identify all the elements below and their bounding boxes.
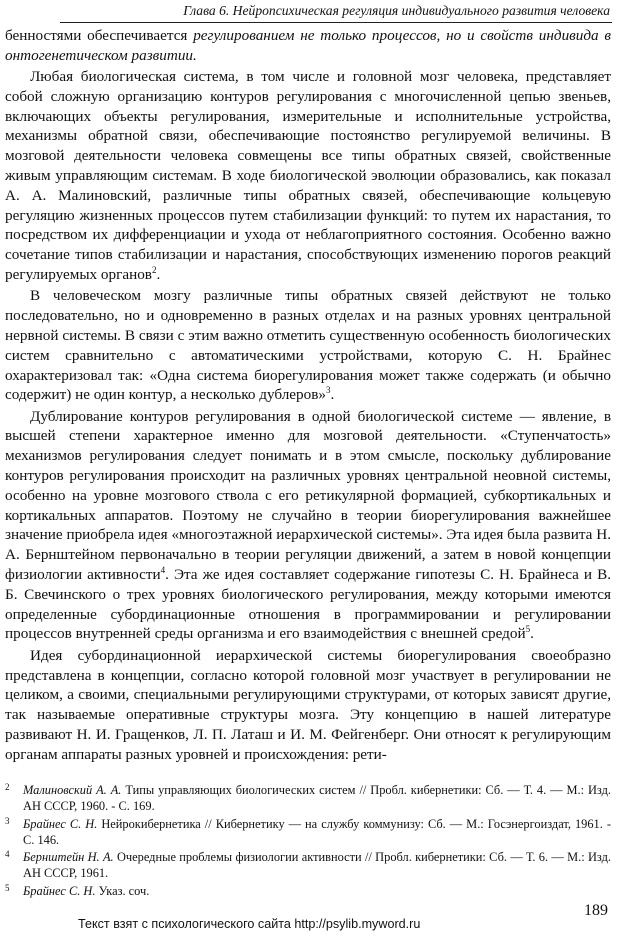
footnote-author: Малиновский А. А. (23, 783, 122, 797)
paragraph-text: В человеческом мозгу различные типы обратных связей действуют не только последовательно, но и одновременно в разных отделах и на разных уровнях центральной нервной системы. В связи с этим важно отметить существенную особенность биологических систем сравнительно с автоматическими устройствами, которую С. Н. Брайнес охарактеризовал так: «Одна система биорегулирования может также содержать (и обычно содержит) не один контур, а несколько дублеров» (5, 287, 611, 404)
footnote-ref[interactable]: 4 (160, 564, 166, 575)
paragraph (5, 286, 611, 405)
paragraph-end: . (330, 386, 335, 404)
emphasis-text: регулированием не только процессов, но и свойств индивида в онтогенетическом развитии. (5, 27, 611, 64)
footnote (5, 883, 611, 899)
paragraph (5, 67, 611, 285)
footnote-ref[interactable]: 2 (151, 265, 157, 275)
footnote-text: Очередные проблемы физиологии активности // Пробл. кибернетики: Сб. — Т. 6. — М.: Изд. АН СССР, 1961. (23, 850, 611, 881)
footnote-author: Брайнес С. Н. (23, 883, 96, 898)
paragraph-end: . (156, 266, 161, 284)
footnote-author: Бернштейн Н. А. (23, 850, 114, 865)
footnote-text: Указ. соч. (95, 883, 150, 898)
paragraph-text: Дублирование контуров регулирования в одной биологической системе — явление, в высшей степени характерное именно для мозговой деятельности. «Ступенчатость» механизмов регулирования следует понимать и в этом смысле, поскольку дублирование контуров регулирования происходит на различных уровнях центральной неовной системы, особенно на уровне мозгового ствола с его ретикулярной формацией, субкортикальных и кортикальных аппаратов. Поэтому не случайно в теории биорегулирования важнейшее значение приобрела идея «многоэтажной иерархической системы». Эта идея была развита Н. А. Бернштейном первоначально в теории регуляции движений, а затем в новой концепции физиологии активности (5, 407, 611, 584)
footnote (5, 849, 611, 882)
paragraph-text: Любая биологическая система, в том числе и головной мозг человека, представляет собой сложную организацию контуров регулирования с многочисленной цепью звеньев, включающих объекты регулирования, измерительные и исполнительные устройства, механизмы обратной связи, обеспечивающие постоянство регулируемой величины. В мозговой деятельности человека совмещены все типы обратных связей, свойственные живым управляющим системам. В ходе биологической эволюции образовались, как показал А. А. Малиновский, различные типы обратных связей, обеспечивающие кольцевую регуляцию жизненных процессов путем стабилизации функций: то путем их нарастания, то посредством их дифференциации и ухода от неблагоприятного состояния. Особенно важно сочетание типов стабилизации и нарастания, способствующих изменению порогов реакций регулируемых органов (5, 68, 611, 284)
footnote-ref[interactable]: 5 (525, 624, 531, 635)
page-number: 189 (584, 902, 608, 919)
footnote-ref[interactable]: 3 (326, 385, 331, 396)
paragraph-text: . Эта же идея составляет содержание гипотезы С. Н. Брайнеса и В. Б. Свечинского о трех уровнях биологического регулирования, между которыми имеются определенные субординационные отношения в программировании и регулировании процессов внутренней среды организма и его взаимодействия с внешней средой (5, 566, 611, 643)
paragraph-continuation (5, 26, 611, 66)
footnote-author: Брайнес С. Н. (23, 816, 98, 831)
footnote (5, 782, 611, 815)
footnote (5, 816, 611, 849)
header-rule (60, 22, 612, 23)
footnote-number: 4 (5, 849, 10, 860)
footnote-number: 3 (5, 815, 10, 826)
body-text (5, 26, 611, 766)
paragraph (5, 407, 611, 645)
running-header: Глава 6. Нейропсихическая регуляция индивидуального развития человека (183, 3, 610, 18)
footnotes (5, 782, 611, 900)
paragraph-text: Идея субординационной иерархической системы биорегулирования своеобразно представлена в концепции, согласно которой головной мозг участвует в регулировании не целиком, а своими, специальными регулирующими структурами, от которых зависят другие, так называемые оперативные структуры мозга. Эту концепцию в нашей литературе развивают Н. И. Гращенков, Л. П. Латаш и И. М. Фейгенберг. Они относят к регулирующим органам аппараты разных уровней и происхождения: рети- (5, 646, 611, 763)
footnote-number: 2 (5, 782, 10, 792)
paragraph (5, 646, 611, 765)
paragraph-text: бенностями обеспечивается (5, 27, 194, 44)
source-note: Текст взят с психологического сайта http://psylib.myword.ru (78, 917, 421, 931)
footnote-text: Нейрокибернетика // Кибернетику — на службу коммунизу: Сб. — М.: Госэнергоиздат, 1961. - С. 146. (23, 816, 611, 847)
paragraph-end: . (530, 625, 534, 643)
footnote-number: 5 (5, 882, 10, 893)
footnote-text: Типы управляющих биологических систем // Пробл. кибернетики: Сб. — Т. 4. — М.: Изд. АН СССР, 1960. - С. 169. (23, 783, 611, 814)
